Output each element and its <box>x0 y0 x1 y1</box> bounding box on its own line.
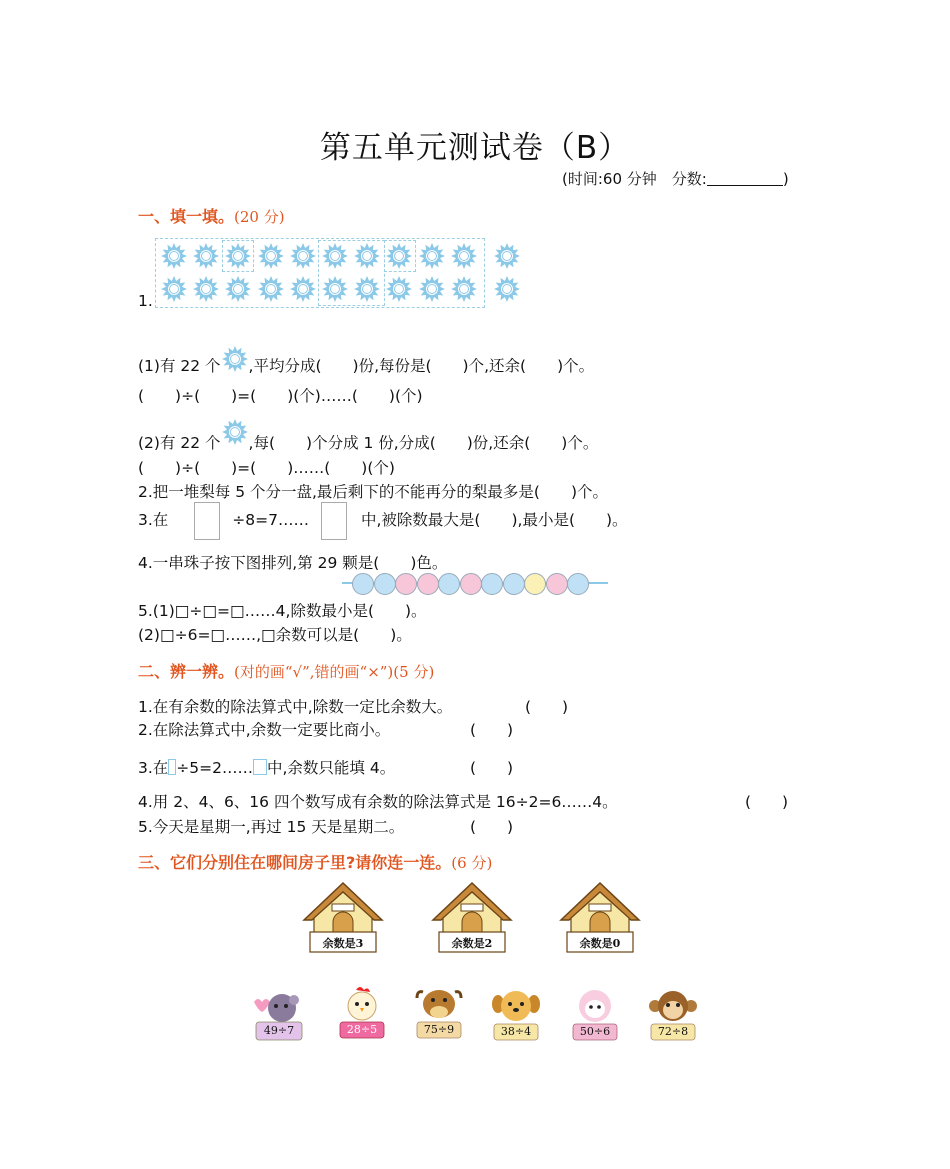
sun-icon <box>221 345 249 373</box>
sun-icon <box>192 275 220 303</box>
meta-prefix: (时间:60 分钟 分数: <box>562 170 707 188</box>
sun-icon <box>450 275 478 303</box>
sun-icon <box>385 242 413 270</box>
judge-item-5 <box>138 815 404 837</box>
judge-answer-3[interactable]: ( ) <box>470 759 514 777</box>
q3-middle: ÷8=7…… <box>232 511 309 529</box>
judge-answer-5[interactable]: ( ) <box>470 818 514 836</box>
sun-icon <box>289 242 317 270</box>
bead <box>567 573 589 595</box>
house-label: 余数是2 <box>451 937 493 950</box>
exam-meta <box>562 168 789 189</box>
q5-part1: 5.(1)□÷□=□……4,除数最小是( )。 <box>138 602 427 620</box>
animal-expr: 72÷8 <box>657 1025 689 1038</box>
sun-icon <box>353 242 381 270</box>
judge-item-2 <box>138 718 390 740</box>
bead <box>438 573 460 595</box>
sun-icon <box>321 275 349 303</box>
judge-item-4 <box>138 790 618 812</box>
animal-expr: 50÷6 <box>579 1025 611 1038</box>
animal-expr: 28÷5 <box>346 1023 378 1036</box>
judge-text: 1.在有余数的除法算式中,除数一定比余数大。 <box>138 698 453 716</box>
page-title: 第五单元测试卷（B） <box>319 130 631 166</box>
q1-label: 1. <box>138 292 153 310</box>
q3-box-remainder[interactable] <box>321 502 347 540</box>
bead <box>417 573 439 595</box>
small-box <box>253 759 267 775</box>
bead <box>503 573 525 595</box>
q3-text <box>138 500 628 540</box>
sun-icon <box>289 275 317 303</box>
sun-icon <box>418 275 446 303</box>
bead <box>374 573 396 595</box>
section1-heading <box>138 204 285 227</box>
sun-icon <box>493 242 521 270</box>
judge-text-rest: 中,余数只能填 4。 <box>267 759 396 777</box>
animal-chicken[interactable] <box>334 984 390 1040</box>
judge-answer-2[interactable]: ( ) <box>470 721 514 739</box>
animal-mouse[interactable] <box>250 988 306 1044</box>
animal-sheep[interactable] <box>567 988 623 1044</box>
sun-icon <box>160 242 188 270</box>
bead <box>546 573 568 595</box>
animal-expr: 49÷7 <box>263 1024 295 1037</box>
bead <box>460 573 482 595</box>
score-blank[interactable] <box>707 171 783 186</box>
q1-part1-lead: (1)有 22 个 <box>138 357 221 375</box>
judge-text: 5.今天是星期一,再过 15 天是星期二。 <box>138 818 405 836</box>
section1-title: 一、填一填。 <box>138 207 235 226</box>
bead <box>352 573 374 595</box>
q1-part2 <box>138 418 598 453</box>
judge-text: 4.用 2、4、6、16 四个数写成有余数的除法算式是 16÷2=6……4。 <box>138 793 618 811</box>
q3-box-dividend[interactable] <box>194 502 220 540</box>
judge-text-mid: ÷5=2…… <box>176 759 253 777</box>
bead <box>395 573 417 595</box>
sun-icon <box>192 242 220 270</box>
section3-points: (6 分) <box>451 854 493 872</box>
judge-item-3 <box>138 756 395 778</box>
judge-answer-1[interactable]: ( ) <box>525 698 569 716</box>
section3-heading <box>138 850 492 873</box>
sun-icon <box>353 275 381 303</box>
house-label: 余数是3 <box>322 937 364 950</box>
animal-expr: 38÷4 <box>500 1025 532 1038</box>
q1-part1 <box>138 345 594 376</box>
house-label: 余数是0 <box>579 937 621 950</box>
judge-item-1 <box>138 695 452 717</box>
animal-monkey[interactable] <box>645 988 701 1044</box>
q3-rest: 中,被除数最大是( ),最小是( )。 <box>361 511 628 529</box>
bead <box>481 573 503 595</box>
sun-icon <box>257 275 285 303</box>
sun-icon <box>493 275 521 303</box>
house-remainder-0[interactable] <box>559 880 641 956</box>
judge-text: 2.在除法算式中,余数一定要比商小。 <box>138 721 391 739</box>
q1-part1-rest: ,平均分成( )份,每份是( )个,还余( )个。 <box>248 357 595 375</box>
q3-lead: 3.在 <box>138 511 169 529</box>
animal-cow[interactable] <box>411 984 467 1040</box>
section2-title: 二、辨一辨。 <box>138 662 235 681</box>
q2-text: 2.把一堆梨每 5 个分一盘,最后剩下的不能再分的梨最多是( )个。 <box>138 483 609 501</box>
sun-icon <box>224 242 252 270</box>
animal-dog[interactable] <box>488 988 544 1044</box>
sun-icon <box>224 275 252 303</box>
q5-part2: (2)□÷6=□……,□余数可以是( )。 <box>138 626 412 644</box>
q1-part2-rest: ,每( )个分成 1 份,分成( )份,还余( )个。 <box>248 434 599 452</box>
sun-icon <box>418 242 446 270</box>
animal-expr: 75÷9 <box>423 1023 455 1036</box>
judge-text-lead: 3.在 <box>138 759 169 777</box>
house-remainder-2[interactable] <box>431 880 513 956</box>
section2-heading <box>138 659 434 682</box>
section2-points: (对的画“√”,错的画“×”)(5 分) <box>234 663 435 681</box>
sun-icon <box>257 242 285 270</box>
judge-answer-4[interactable]: ( ) <box>745 793 789 811</box>
bead <box>524 573 546 595</box>
house-remainder-3[interactable] <box>302 880 384 956</box>
q4-text: 4.一串珠子按下图排列,第 29 颗是( )色。 <box>138 554 448 572</box>
sun-icon <box>385 275 413 303</box>
sun-icon <box>321 242 349 270</box>
sun-icon <box>221 418 249 446</box>
section3-title: 三、它们分别住在哪间房子里?请你连一连。 <box>138 853 452 872</box>
sun-icon <box>450 242 478 270</box>
sun-icon <box>160 275 188 303</box>
q1-part2-equation: ( )÷( )=( )……( )(个) <box>138 459 395 477</box>
meta-suffix: ) <box>782 170 789 188</box>
q1-part1-equation: ( )÷( )=( )(个)……( )(个) <box>138 387 423 405</box>
section1-points: (20 分) <box>234 208 285 226</box>
q1-part2-lead: (2)有 22 个 <box>138 434 221 452</box>
